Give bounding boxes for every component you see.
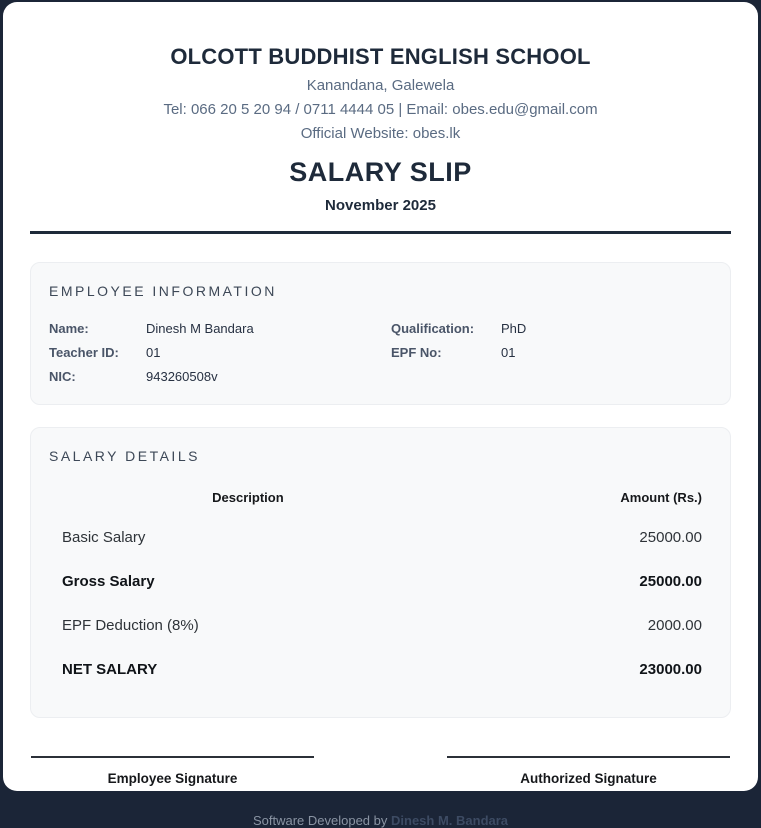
field-value-qualification: PhD <box>501 321 527 336</box>
field-label-name: Name: <box>49 321 89 336</box>
salary-details-title: SALARY DETAILS <box>49 448 200 464</box>
field-label-teacher-id: Teacher ID: <box>49 345 119 360</box>
employee-information-title: EMPLOYEE INFORMATION <box>49 283 277 299</box>
school-header <box>30 44 731 214</box>
row-amount: 23000.00 <box>639 661 702 678</box>
authorized-signature-block <box>447 756 730 788</box>
row-amount: 25000.00 <box>639 529 702 546</box>
row-amount: 25000.00 <box>639 573 702 590</box>
document-title: SALARY SLIP <box>289 157 472 187</box>
row-amount: 2000.00 <box>647 617 702 634</box>
header-divider <box>30 231 731 234</box>
school-name: OLCOTT BUDDHIST ENGLISH SCHOOL <box>170 44 591 69</box>
row-description: EPF Deduction (8%) <box>62 617 199 634</box>
table-row-gross-salary <box>49 559 712 603</box>
school-website: Official Website: obes.lk <box>300 125 461 142</box>
employee-signature-label: Employee Signature <box>107 771 238 786</box>
table-row-basic-salary <box>49 515 712 559</box>
developer-footer <box>30 813 731 828</box>
field-value-epf-no: 01 <box>501 345 516 360</box>
table-row-epf-deduction <box>49 603 712 647</box>
column-header-amount: Amount (Rs.) <box>620 490 702 505</box>
school-contact: Tel: 066 20 5 20 94 / 0711 4444 05 | Email: obes.edu@gmail.com <box>163 101 598 118</box>
authorized-signature-line <box>447 756 730 758</box>
salary-period: November 2025 <box>325 197 436 214</box>
row-description: NET SALARY <box>62 661 158 678</box>
field-value-name: Dinesh M Bandara <box>146 321 254 336</box>
salary-slip-sheet <box>3 2 758 828</box>
authorized-signature-label: Authorized Signature <box>520 771 657 786</box>
table-row-net-salary <box>49 647 712 691</box>
field-label-epf-no: EPF No: <box>391 345 442 360</box>
employee-information-grid <box>49 321 712 384</box>
employee-signature-line <box>31 756 314 758</box>
school-address: Kanandana, Galewela <box>306 77 455 94</box>
field-label-nic: NIC: <box>49 369 76 384</box>
field-value-nic: 943260508v <box>146 369 218 384</box>
row-description: Gross Salary <box>62 573 155 590</box>
employee-signature-block <box>31 756 314 788</box>
developer-footer-prefix: Software Developed by <box>252 813 391 828</box>
column-header-description: Description <box>212 490 284 505</box>
salary-table <box>49 478 712 691</box>
developer-name: Dinesh M. Bandara <box>391 813 509 828</box>
signature-section <box>30 756 731 788</box>
field-label-qualification: Qualification: <box>391 321 475 336</box>
salary-details-card <box>30 427 731 718</box>
employee-information-card <box>30 262 731 405</box>
salary-table-header-row <box>49 478 712 515</box>
row-description: Basic Salary <box>62 529 146 546</box>
field-value-teacher-id: 01 <box>146 345 161 360</box>
